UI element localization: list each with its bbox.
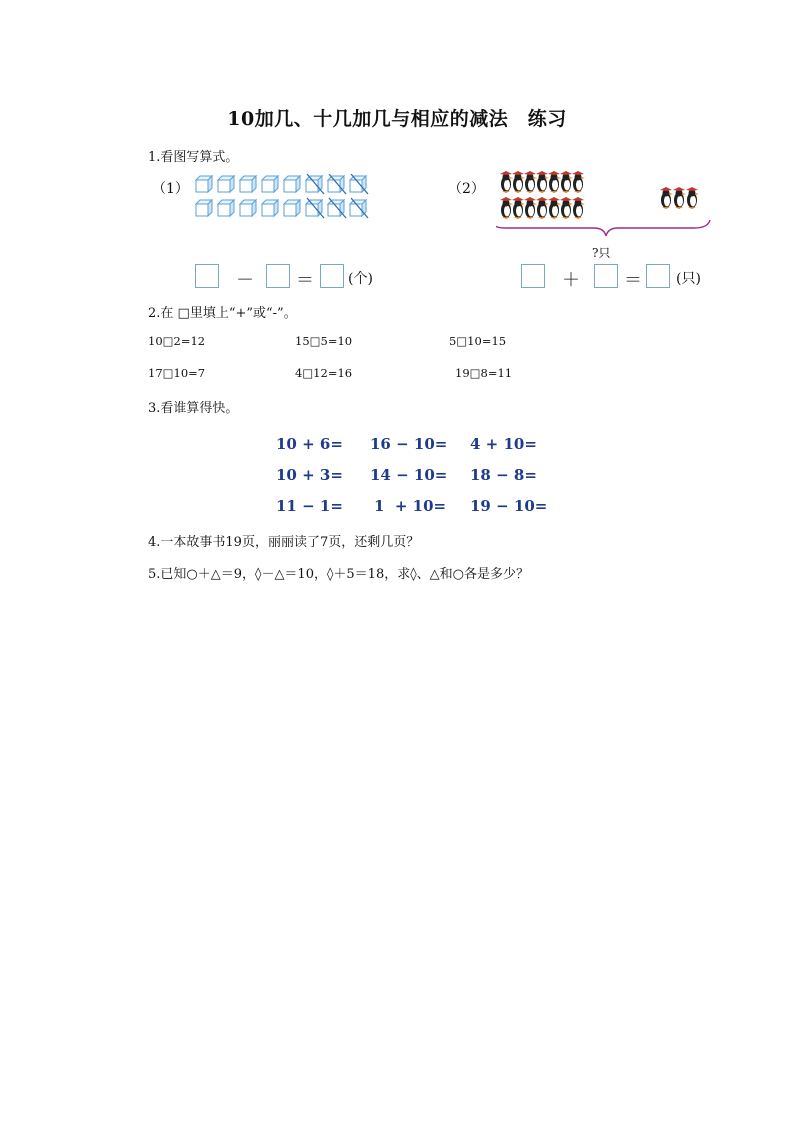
question-4-text: 4.一本故事书19页，丽丽读了7页，还剩几页？	[148, 535, 420, 550]
plus-sign: ＋	[562, 270, 580, 291]
answer-box-2a[interactable]	[521, 264, 545, 288]
question-2-text: 2.在 □里填上“+”或“-”。	[148, 306, 297, 321]
part-2-label: （2）	[448, 181, 485, 197]
q3-item: 10 + 6=	[276, 435, 343, 453]
unit-ge: (个)	[348, 271, 373, 287]
question-1-text: 1.看图写算式。	[148, 150, 239, 165]
q2-item: 15□5=10	[295, 334, 353, 348]
brace	[496, 220, 710, 236]
equals-sign-1: ＝	[296, 270, 314, 291]
q3-item: 18 − 8=	[470, 466, 537, 484]
part-1-label: （1）	[152, 181, 189, 197]
q2-item: 10□2=12	[148, 334, 206, 348]
question-3-text: 3.看谁算得快。	[148, 401, 239, 416]
unit-zhi: (只)	[676, 271, 701, 287]
penguin-group-left	[500, 171, 585, 219]
question-5-text: 5.已知○＋△＝9，◊－△＝10，◊＋5＝18，求◊、△和○各是多少？	[148, 567, 529, 582]
minus-sign: －	[236, 270, 254, 291]
cube-row-1	[196, 176, 366, 192]
q2-item: 4□12=16	[295, 366, 353, 380]
penguins-illustration	[496, 168, 716, 238]
q3-item: 14 − 10=	[370, 466, 448, 484]
q2-item: 5□10=15	[449, 334, 507, 348]
q3-item: 4 + 10=	[470, 435, 537, 453]
q3-item: 16 − 10=	[370, 435, 448, 453]
answer-box-1c[interactable]	[320, 264, 344, 288]
q2-item: 19□8=11	[455, 366, 513, 380]
brace-label: ?只	[592, 246, 611, 260]
answer-box-2b[interactable]	[594, 264, 618, 288]
cube-row-2	[196, 200, 366, 216]
penguin-group-right	[660, 187, 699, 209]
q3-item: 10 + 3=	[276, 466, 343, 484]
q2-item: 17□10=7	[148, 366, 206, 380]
equals-sign-2: ＝	[624, 270, 642, 291]
answer-box-2c[interactable]	[646, 264, 670, 288]
answer-box-1a[interactable]	[195, 264, 219, 288]
answer-box-1b[interactable]	[266, 264, 290, 288]
q3-item: 1 + 10=	[374, 497, 447, 515]
q3-item: 19 − 10=	[470, 497, 548, 515]
q3-item: 11 − 1=	[276, 497, 343, 515]
cubes-illustration	[194, 174, 384, 220]
page-title: 10加几、十几加几与相应的减法 练习	[227, 108, 567, 130]
